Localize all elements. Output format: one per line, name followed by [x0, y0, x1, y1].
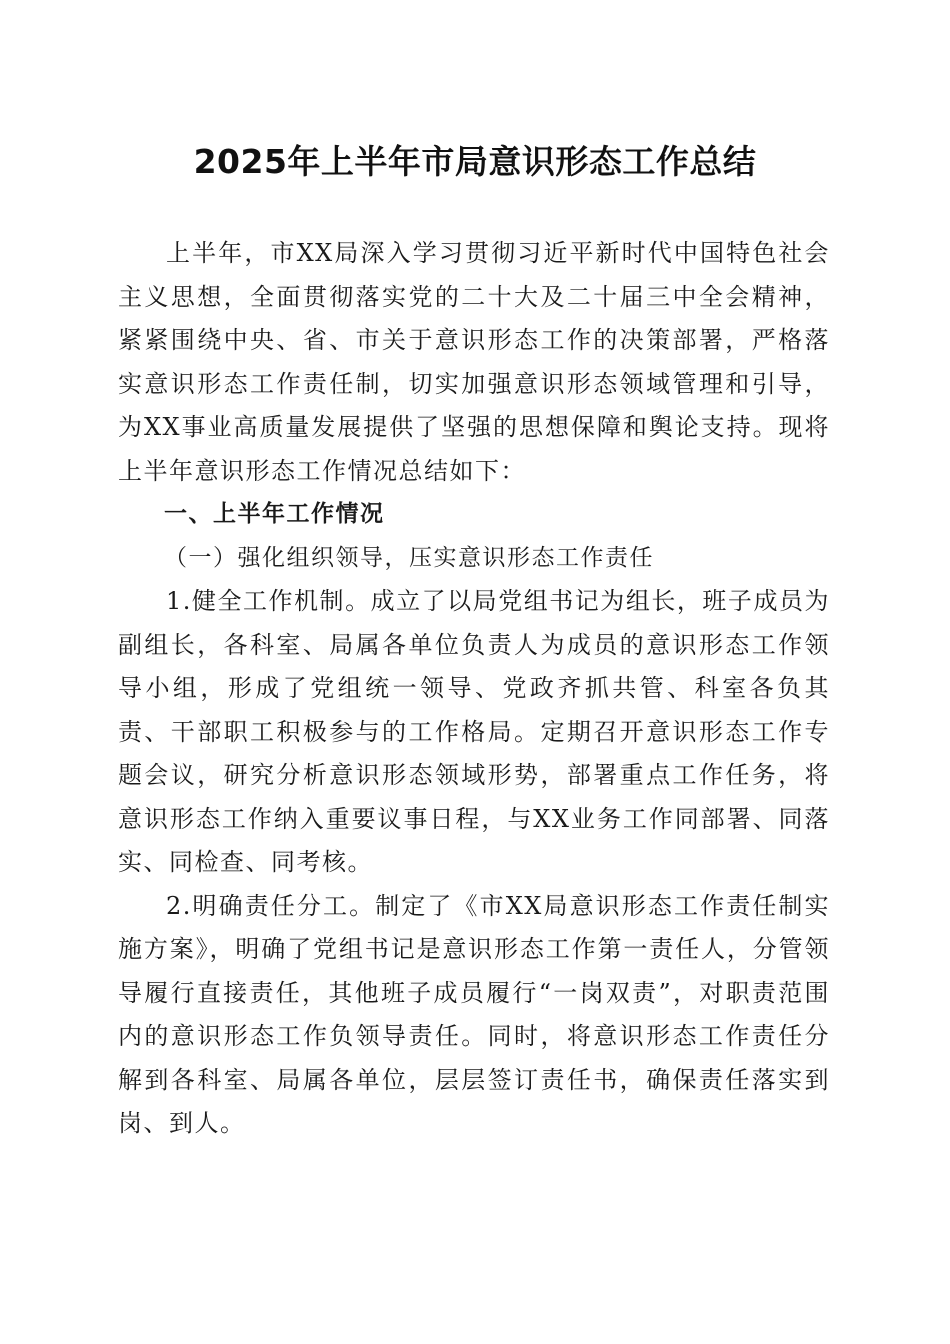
subsection-heading: （一）强化组织领导，压实意识形态工作责任 [164, 544, 654, 571]
section-heading: 一、上半年工作情况 [164, 501, 385, 527]
body-paragraph-2: 2.明确责任分工。制定了《市XX局意识形态工作责任制实施方案》，明确了党组书记是意识形态工作第一责任人，分管领导履行直接责任，其他班子成员履行“一岗双责”，对职责范围内的意识形态工作负领导责任。同时，将意识形态工作责任分解到各科室、局属各单位，层层签订责任书，确保责任落实到岗、到人。 [118, 891, 830, 1137]
body-paragraph-1: 1.健全工作机制。成立了以局党组书记为组长，班子成员为副组长，各科室、局属各单位负责人为成员的意识形态工作领导小组，形成了党组统一领导、党政齐抓共管、科室各负其责、干部职工积极参与的工作格局。定期召开意识形态工作专题会议，研究分析意识形态领域形势，部署重点工作任务，将意识形态工作纳入重要议事日程，与XX业务工作同部署、同落实、同检查、同考核。 [118, 587, 830, 876]
document-body [118, 232, 830, 1146]
intro-paragraph: 上半年，市XX局深入学习贯彻习近平新时代中国特色社会主义思想，全面贯彻落实党的二十大及二十届三中全会精神，紧紧围绕中央、省、市关于意识形态工作的决策部署，严格落实意识形态工作责任制，切实加强意识形态领域管理和引导，为XX事业高质量发展提供了坚强的思想保障和舆论支持。现将上半年意识形态工作情况总结如下： [118, 239, 830, 485]
document-title: 2025年上半年市局意识形态工作总结 [193, 142, 757, 181]
